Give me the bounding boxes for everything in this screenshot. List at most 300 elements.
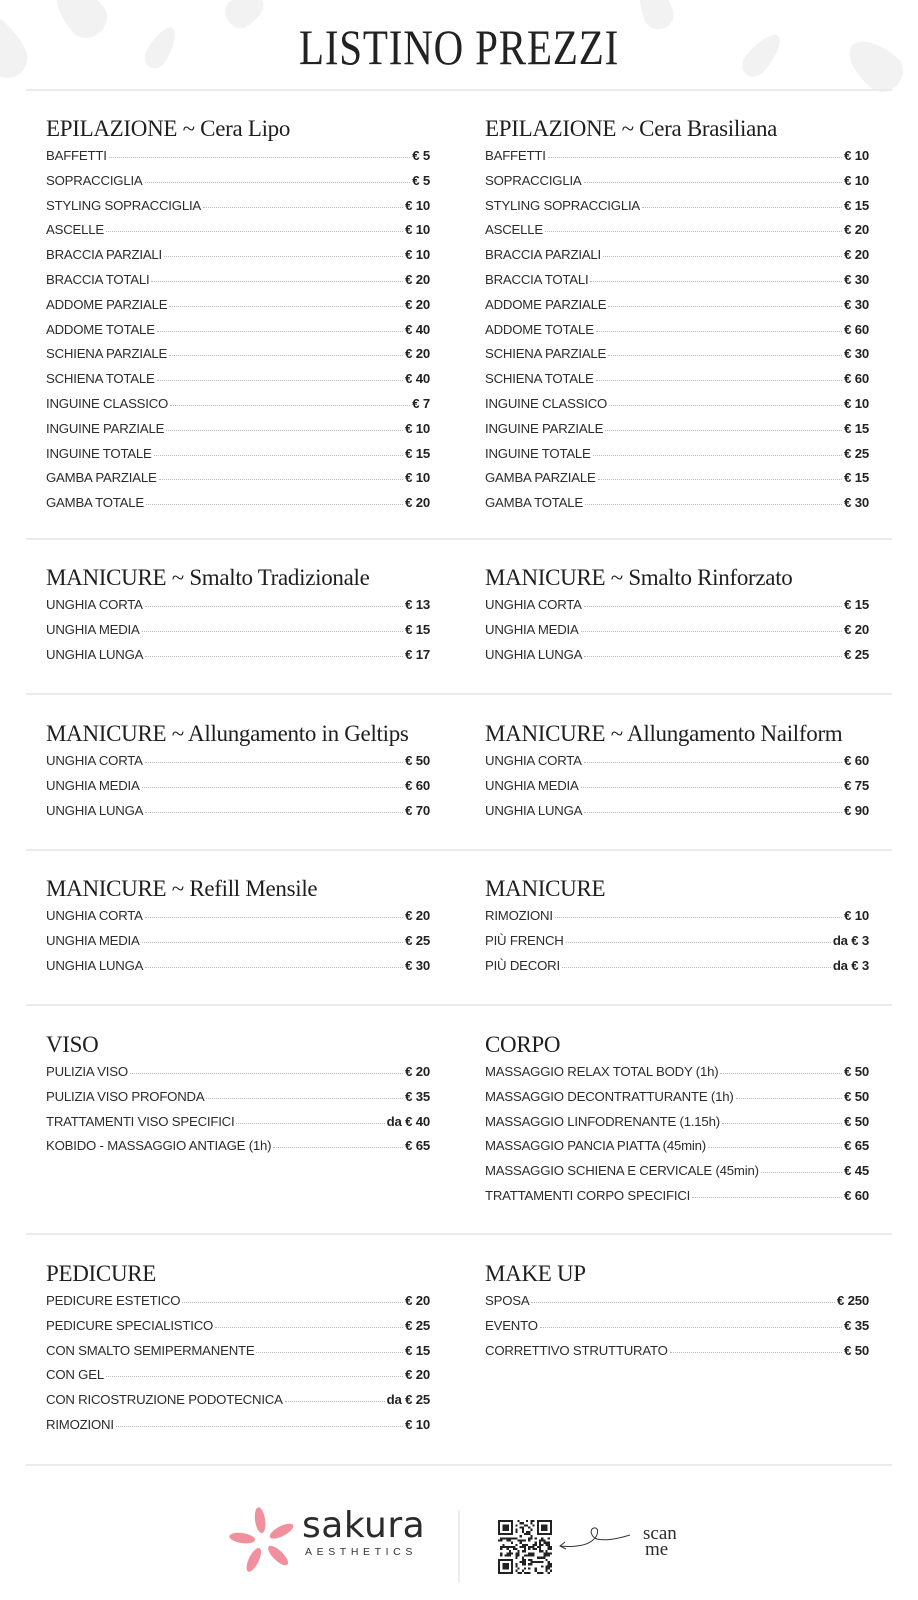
service-price: € 7 (412, 395, 430, 411)
service-name: ADDOME PARZIALE (485, 296, 607, 312)
service-price: € 15 (844, 597, 869, 612)
qr-module (528, 1568, 530, 1570)
service-name: INGUINE PARZIALE (46, 420, 165, 436)
qr-module (524, 1546, 526, 1548)
qr-module (515, 1524, 517, 1526)
divider (26, 1233, 892, 1235)
dotted-leader (548, 157, 842, 158)
service-name: MASSAGGIO RELAX TOTAL BODY (1h) (485, 1064, 719, 1079)
qr-module (539, 1572, 541, 1574)
service-name: ADDOME PARZIALE (46, 296, 168, 312)
page-title: LISTINO PREZZI (298, 19, 620, 75)
service-price: € 10 (405, 197, 430, 213)
sakura-flower-logo-icon (228, 1505, 298, 1575)
qr-module (541, 1572, 543, 1574)
service-name: STYLING SOPRACCIGLIA (485, 197, 641, 213)
qr-module (548, 1537, 550, 1539)
dotted-leader (215, 1327, 403, 1328)
price-row (46, 647, 430, 672)
dotted-leader (154, 455, 403, 456)
price-row (485, 1343, 869, 1368)
price-section (46, 114, 430, 520)
dotted-leader (761, 1172, 842, 1173)
qr-module (528, 1531, 530, 1533)
footer-divider (458, 1510, 460, 1582)
service-name: GAMBA TOTALE (485, 495, 584, 511)
service-name: GAMBA TOTALE (46, 495, 145, 511)
qr-module (528, 1548, 530, 1550)
service-price: € 30 (844, 346, 869, 362)
price-row (485, 908, 869, 933)
dotted-leader (142, 631, 404, 632)
dotted-leader (562, 967, 831, 968)
price-row (46, 1089, 430, 1114)
petal-shape (265, 1543, 291, 1568)
qr-module (530, 1555, 532, 1557)
price-row (46, 371, 430, 396)
qr-module (524, 1572, 526, 1574)
service-name: UNGHIA MEDIA (46, 621, 140, 637)
service-name: UNGHIA CORTA (46, 753, 143, 768)
service-name: UNGHIA CORTA (485, 753, 582, 768)
qr-module (513, 1548, 515, 1550)
qr-module (537, 1546, 539, 1548)
service-name: BRACCIA TOTALI (46, 271, 150, 287)
qr-module (530, 1522, 532, 1524)
qr-module (530, 1529, 532, 1531)
divider (26, 1004, 892, 1006)
petal-shape (268, 1521, 296, 1542)
service-price: € 65 (844, 1138, 869, 1154)
service-price: € 15 (844, 470, 869, 486)
qr-module (550, 1546, 552, 1548)
service-price: € 50 (405, 753, 430, 768)
dotted-leader (182, 1302, 403, 1303)
qr-module (520, 1539, 522, 1541)
qr-module (550, 1548, 552, 1550)
service-name: GAMBA PARZIALE (46, 470, 157, 486)
section-title: MAKE UP (485, 1261, 586, 1286)
dotted-leader (159, 479, 404, 480)
service-name: UNGHIA MEDIA (46, 932, 140, 948)
qr-module (530, 1552, 532, 1554)
service-name: KOBIDO - MASSAGGIO ANTIAGE (1h) (46, 1138, 272, 1154)
qr-module (517, 1550, 519, 1552)
service-name: SOPRACCIGLIA (485, 172, 582, 188)
qr-module (546, 1542, 548, 1544)
service-price: € 30 (844, 271, 869, 287)
dotted-leader (273, 1147, 403, 1148)
section-title: CORPO (485, 1032, 561, 1057)
qr-module (533, 1524, 535, 1526)
service-price: € 17 (405, 646, 430, 662)
qr-module (528, 1537, 530, 1539)
service-name: SCHIENA TOTALE (46, 371, 155, 387)
scan-label-line2: me (645, 1539, 669, 1560)
service-name: MASSAGGIO PANCIA PIATTA (45min) (485, 1138, 706, 1154)
qr-module (515, 1531, 517, 1533)
qr-module (524, 1548, 526, 1550)
service-name: CON SMALTO SEMIPERMANENTE (46, 1342, 255, 1358)
qr-module (517, 1572, 519, 1574)
service-name: INGUINE TOTALE (46, 445, 152, 461)
qr-module (517, 1520, 519, 1522)
price-row (46, 198, 430, 223)
section-title: PEDICURE (46, 1261, 157, 1286)
qr-module (502, 1537, 504, 1539)
qr-module (522, 1563, 524, 1565)
qr-module (528, 1555, 530, 1557)
service-price: € 90 (844, 802, 869, 818)
qr-code-icon[interactable] (498, 1520, 552, 1574)
divider (26, 89, 892, 91)
service-price: € 15 (405, 445, 430, 461)
price-row (46, 247, 430, 272)
price-row (46, 346, 430, 371)
dotted-leader (545, 231, 842, 232)
petal-shape (244, 1546, 264, 1574)
price-row (485, 753, 869, 778)
qr-module (520, 1561, 522, 1563)
service-name: ADDOME TOTALE (485, 321, 594, 337)
qr-module (522, 1539, 524, 1541)
background-leaf-decoration (0, 5, 35, 86)
dotted-leader (145, 917, 403, 918)
qr-module (528, 1539, 530, 1541)
qr-module (515, 1570, 517, 1572)
price-row (485, 346, 869, 371)
dotted-leader (584, 762, 842, 763)
brand-name: sakura (302, 1505, 426, 1546)
service-name: STYLING SOPRACCIGLIA (46, 197, 202, 213)
qr-module (500, 1546, 502, 1548)
service-price: € 25 (405, 1317, 430, 1333)
service-price: € 50 (844, 1342, 869, 1358)
qr-module (509, 1546, 511, 1548)
dotted-leader (598, 479, 843, 480)
price-row (485, 1318, 869, 1343)
service-price: € 13 (405, 597, 430, 612)
service-name: INGUINE TOTALE (485, 445, 591, 461)
petal-shape (229, 1531, 256, 1545)
qr-module (526, 1531, 528, 1533)
price-row (46, 778, 430, 803)
qr-module (528, 1572, 530, 1574)
service-name: UNGHIA MEDIA (485, 621, 579, 637)
qr-module (522, 1559, 524, 1561)
dotted-leader (145, 967, 403, 968)
qr-module (546, 1552, 548, 1554)
service-name: UNGHIA MEDIA (485, 777, 579, 793)
section-title: MANICURE ~ Smalto Rinforzato (485, 565, 793, 590)
price-row (46, 421, 430, 446)
qr-module (502, 1544, 504, 1546)
service-name: BRACCIA PARZIALI (46, 247, 163, 263)
qr-module (524, 1559, 526, 1561)
price-row (46, 297, 430, 322)
service-price: € 30 (844, 296, 869, 312)
service-price: € 20 (844, 247, 869, 263)
service-name: PEDICURE SPECIALISTICO (46, 1317, 214, 1333)
qr-module (546, 1555, 548, 1557)
qr-module (522, 1529, 524, 1531)
service-price: € 10 (844, 395, 869, 411)
qr-module (515, 1552, 517, 1554)
price-row (46, 396, 430, 421)
dotted-leader (142, 942, 404, 943)
price-row (46, 1293, 430, 1318)
service-price: € 60 (844, 371, 869, 387)
service-price: € 25 (844, 445, 869, 461)
service-price: € 40 (405, 321, 430, 337)
dotted-leader (708, 1147, 842, 1148)
qr-module (541, 1524, 547, 1530)
price-row (485, 1114, 869, 1139)
service-name: CORRETTIVO STRUTTURATO (485, 1342, 668, 1358)
price-row (485, 421, 869, 446)
service-name: BRACCIA PARZIALI (485, 247, 602, 263)
service-price: € 15 (405, 621, 430, 637)
divider (26, 538, 892, 540)
service-price: € 250 (836, 1293, 869, 1308)
service-price: € 15 (844, 197, 869, 213)
qr-module (522, 1561, 524, 1563)
dotted-leader (720, 1073, 842, 1074)
qr-module (507, 1548, 509, 1550)
qr-module (546, 1559, 548, 1561)
service-price: € 35 (405, 1088, 430, 1104)
service-price: € 15 (844, 420, 869, 436)
qr-module (504, 1537, 506, 1539)
service-name: SCHIENA PARZIALE (46, 346, 168, 362)
qr-module (522, 1557, 524, 1559)
service-price: € 50 (844, 1088, 869, 1104)
service-price: € 60 (844, 1187, 869, 1203)
service-name: UNGHIA CORTA (46, 597, 143, 612)
price-row (485, 1064, 869, 1089)
qr-module (528, 1552, 530, 1554)
dotted-leader (142, 787, 404, 788)
dotted-leader (106, 1376, 403, 1377)
qr-module (522, 1531, 524, 1533)
qr-module (539, 1546, 541, 1548)
divider (26, 693, 892, 695)
price-row (46, 1343, 430, 1368)
service-name: GAMBA PARZIALE (485, 470, 596, 486)
qr-module (511, 1552, 513, 1554)
price-row (46, 222, 430, 247)
qr-module (515, 1537, 517, 1539)
dotted-leader (169, 306, 403, 307)
service-price: € 10 (844, 908, 869, 923)
qr-module (548, 1548, 550, 1550)
qr-module (513, 1546, 515, 1548)
qr-module (517, 1555, 519, 1557)
qr-module (524, 1539, 526, 1541)
curly-arrow-icon (557, 1525, 632, 1555)
dotted-leader (596, 380, 843, 381)
qr-module (509, 1550, 511, 1552)
service-price: € 65 (405, 1138, 430, 1154)
service-name: SPOSA (485, 1293, 530, 1308)
qr-module (541, 1544, 543, 1546)
qr-module (528, 1546, 530, 1548)
qr-module (541, 1537, 543, 1539)
service-name: CON RICOSTRUZIONE PODOTECNICA (46, 1392, 283, 1408)
dotted-leader (203, 207, 403, 208)
qr-module (546, 1568, 548, 1570)
price-row (46, 495, 430, 520)
qr-module (533, 1546, 535, 1548)
service-name: SOPRACCIGLIA (46, 172, 143, 188)
qr-module (537, 1557, 539, 1559)
price-row (485, 173, 869, 198)
dotted-leader (566, 942, 831, 943)
qr-module (502, 1563, 508, 1569)
qr-module (522, 1526, 524, 1528)
dotted-leader (109, 157, 411, 158)
qr-module (546, 1550, 548, 1552)
qr-module (500, 1548, 502, 1550)
dotted-leader (608, 355, 842, 356)
dotted-leader (584, 606, 842, 607)
price-row (46, 622, 430, 647)
service-price: € 50 (844, 1113, 869, 1129)
qr-module (541, 1557, 543, 1559)
qr-module (548, 1552, 550, 1554)
qr-module (530, 1535, 532, 1537)
qr-module (533, 1561, 535, 1563)
price-row (46, 908, 430, 933)
dotted-leader (256, 1352, 403, 1353)
qr-module (511, 1546, 513, 1548)
dotted-leader (169, 355, 403, 356)
qr-module (517, 1552, 519, 1554)
dotted-leader (584, 656, 842, 657)
divider (26, 849, 892, 851)
service-name: TRATTAMENTI VISO SPECIFICI (46, 1113, 235, 1129)
qr-module (515, 1563, 517, 1565)
dotted-leader (585, 504, 842, 505)
qr-module (524, 1544, 526, 1546)
qr-module (504, 1546, 506, 1548)
service-price: € 70 (405, 802, 430, 818)
price-row (46, 1367, 430, 1392)
brand-subtitle: AESTHETICS (305, 1546, 417, 1558)
price-section (46, 1030, 430, 1163)
qr-module (526, 1520, 528, 1522)
service-name: PULIZIA VISO PROFONDA (46, 1088, 205, 1104)
qr-module (507, 1546, 509, 1548)
qr-module (515, 1555, 517, 1557)
service-name: UNGHIA MEDIA (46, 777, 140, 793)
price-section (46, 1259, 430, 1442)
qr-module (515, 1529, 517, 1531)
dotted-leader (555, 917, 842, 918)
service-name: PIÙ FRENCH (485, 932, 564, 948)
qr-module (524, 1550, 526, 1552)
qr-module (500, 1537, 502, 1539)
dotted-leader (540, 1327, 842, 1328)
dotted-leader (170, 405, 410, 406)
service-name: UNGHIA LUNGA (485, 646, 583, 662)
qr-module (522, 1550, 524, 1552)
service-price: € 60 (844, 321, 869, 337)
dotted-leader (593, 455, 842, 456)
service-price: € 20 (405, 908, 430, 923)
qr-module (546, 1544, 548, 1546)
qr-module (509, 1539, 511, 1541)
service-name: MASSAGGIO DECONTRATTURANTE (1h) (485, 1088, 734, 1104)
qr-module (528, 1526, 530, 1528)
dotted-leader (157, 331, 403, 332)
qr-module (509, 1537, 511, 1539)
service-price: da € 40 (386, 1113, 430, 1129)
service-price: € 15 (405, 1342, 430, 1358)
service-name: MASSAGGIO SCHIENA E CERVICALE (45min) (485, 1163, 759, 1179)
service-name: PULIZIA VISO (46, 1064, 128, 1079)
price-section (485, 719, 869, 827)
price-row (46, 753, 430, 778)
price-row (46, 803, 430, 828)
service-name: UNGHIA LUNGA (485, 802, 583, 818)
qr-module (522, 1522, 524, 1524)
service-name: BRACCIA TOTALI (485, 271, 589, 287)
service-price: € 30 (844, 495, 869, 511)
service-price: € 20 (844, 621, 869, 637)
qr-module (548, 1546, 550, 1548)
price-row (485, 371, 869, 396)
dotted-leader (145, 762, 403, 763)
service-price: da € 25 (386, 1392, 430, 1408)
service-price: € 20 (405, 1064, 430, 1079)
qr-module (500, 1539, 502, 1541)
qr-module (533, 1552, 535, 1554)
qr-module (539, 1561, 541, 1563)
qr-module (520, 1546, 522, 1548)
service-name: UNGHIA LUNGA (46, 802, 144, 818)
qr-module (543, 1555, 545, 1557)
qr-module (548, 1555, 550, 1557)
qr-module (530, 1561, 532, 1563)
qr-module (539, 1550, 541, 1552)
price-section (46, 874, 430, 982)
price-row (485, 933, 869, 958)
price-row (46, 597, 430, 622)
qr-module (517, 1568, 519, 1570)
service-name: PIÙ DECORI (485, 957, 560, 973)
qr-module (548, 1544, 550, 1546)
dotted-leader (581, 631, 843, 632)
price-row (485, 297, 869, 322)
price-row (46, 446, 430, 471)
qr-module (530, 1563, 532, 1565)
service-name: MASSAGGIO LINFODRENANTE (1.15h) (485, 1113, 720, 1129)
service-name: UNGHIA LUNGA (46, 646, 144, 662)
price-row (46, 958, 430, 983)
qr-module (515, 1565, 517, 1567)
service-price: € 10 (405, 470, 430, 486)
qr-module (535, 1544, 537, 1546)
price-row (46, 933, 430, 958)
price-section (485, 874, 869, 982)
service-price: € 10 (844, 148, 869, 163)
dotted-leader (206, 1098, 403, 1099)
qr-module (543, 1539, 545, 1541)
qr-module (533, 1548, 535, 1550)
qr-module (548, 1563, 550, 1565)
service-name: BAFFETTI (485, 148, 546, 163)
